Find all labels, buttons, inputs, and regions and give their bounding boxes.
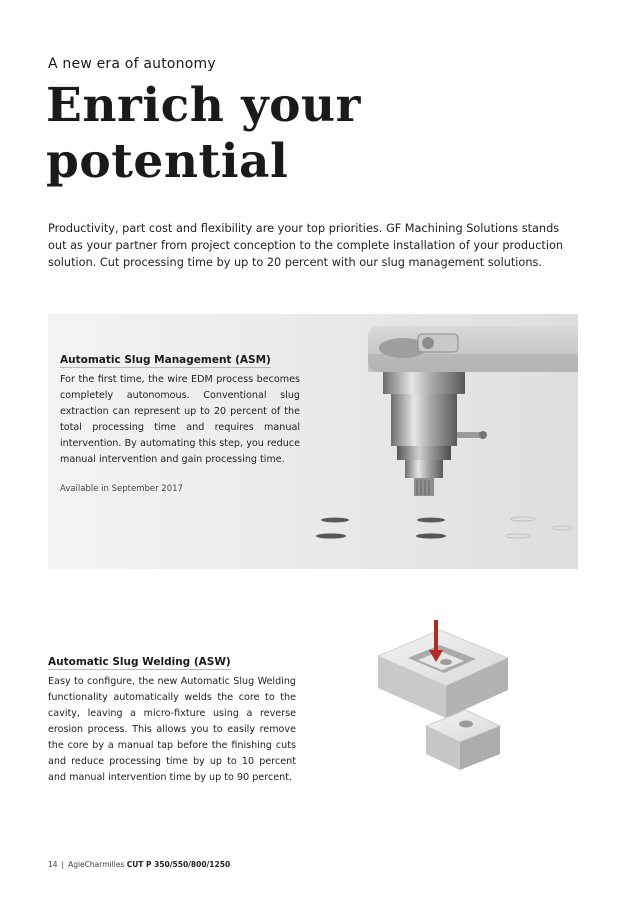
page-headline — [46, 78, 361, 190]
eyebrow-title: A new era of autonomy — [48, 56, 216, 72]
edm-machine-head-image — [273, 314, 578, 569]
footer-separator: | — [61, 860, 65, 869]
asw-title: Automatic Slug Welding (ASW) — [48, 656, 231, 668]
asm-body: For the first time, the wire EDM process becomes completely autonomous. Conventional slug extraction can represent up to 20 percent of the total processing time and requires manual intervention. By automating this step, you reduce manual intervention and gain processing time. — [60, 374, 300, 465]
asw-text-block — [48, 650, 296, 786]
page-footer — [48, 860, 230, 869]
asm-title: Automatic Slug Management (ASM) — [60, 354, 271, 366]
slug-welding-illustration — [370, 618, 530, 793]
footer-product: CUT P 350/550/800/1250 — [126, 860, 231, 869]
footer-brand: AgieCharmilles — [68, 860, 125, 869]
page-number: 14 — [48, 860, 58, 869]
intro-paragraph: Productivity, part cost and flexibility are your top priorities. GF Machining Solutions stands out as your partner from project conception to the complete installation of your production solution. Cut processing time by up to 20 percent with our slug management solutions. — [48, 222, 564, 269]
headline-line-1: Enrich your — [46, 78, 361, 133]
asm-text-block — [60, 348, 300, 494]
asm-hero-panel — [48, 314, 578, 569]
headline-line-2: potential — [46, 134, 289, 189]
asw-body: Easy to configure, the new Automatic Slug Welding functionality automatically welds the core to the cavity, leaving a micro-fixture using a reverse erosion process. This allows you to easily remove the core by a manual tap before the finishing cuts and reduce processing time by up to 10 percent and manual intervention time by up to 90 percent. — [48, 676, 296, 783]
availability-note: Available in September 2017 — [60, 484, 183, 494]
